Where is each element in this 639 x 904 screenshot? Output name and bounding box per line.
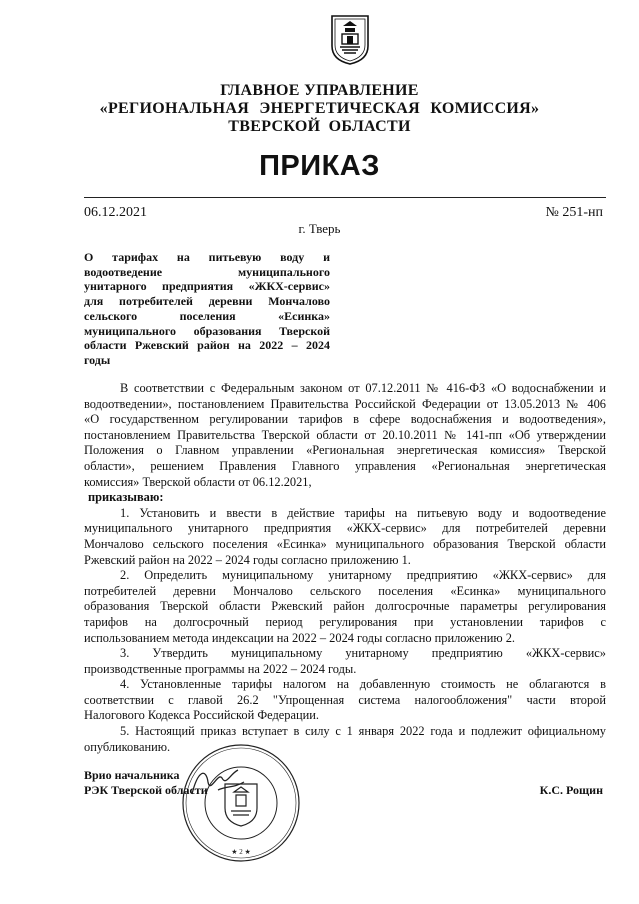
preamble-line: В соответствии с Федеральным законом от 07.12.2011 № 416-ФЗ «О водоснабжении и bbox=[120, 381, 606, 395]
item-line: муниципального унитарного предприятия «ЖКХ-сервис» для потребителей деревни bbox=[84, 521, 606, 536]
subject-line: области Ржевский район на 2022 – 2024 bbox=[84, 338, 330, 353]
svg-text:★ 2 ★: ★ 2 ★ bbox=[231, 848, 251, 856]
order-item-2 bbox=[84, 568, 606, 646]
org-name-line-2: «РЕГИОНАЛЬНАЯ ЭНЕРГЕТИЧЕСКАЯ КОМИССИЯ» bbox=[99, 100, 540, 117]
signer-name: К.С. Рощин bbox=[539, 783, 603, 797]
header-divider bbox=[84, 197, 606, 198]
preamble-line: Положения о Главном управлении «Региональная энергетическая комиссия» Тверской bbox=[84, 443, 606, 458]
item-line: Налогового Кодекса Российской Федерации. bbox=[84, 708, 319, 723]
preamble-line: области», решением Правления Главного управления «Региональная энергетическая bbox=[84, 458, 606, 473]
org-name-line-1: ГЛАВНОЕ УПРАВЛЕНИЕ bbox=[220, 82, 419, 99]
preamble-line: постановлением Правительства Тверской области от 20.10.2011 № 141-пп «Об утверждении bbox=[84, 427, 606, 442]
order-item-4 bbox=[84, 677, 606, 724]
item-line: 1. Установить и ввести в действие тарифы на питьевую воду и водоотведение bbox=[120, 505, 606, 520]
subject-line: сельского поселения «Есинка» bbox=[84, 308, 330, 323]
signer-position-line-2: РЭК Тверской области bbox=[84, 783, 208, 797]
order-number: № 251-нп bbox=[545, 205, 603, 220]
order-date: 06.12.2021 bbox=[84, 205, 147, 220]
decree-word: приказываю: bbox=[88, 490, 164, 504]
subject-line: для потребителей деревни Мончалово bbox=[84, 294, 330, 309]
subject-line: муниципального образования Тверской bbox=[84, 323, 330, 338]
item-line: потребителей деревни Мончалово сельского поселения «Есинка» муниципального bbox=[84, 583, 606, 598]
order-item-3 bbox=[84, 646, 606, 677]
item-line: 5. Настоящий приказ вступает в силу с 1 января 2022 года и подлежит официальному bbox=[120, 724, 606, 739]
order-item-5 bbox=[84, 724, 606, 755]
preamble-line: «О государственном регулировании тарифов в сфере водоснабжения и водоотведения», bbox=[84, 412, 606, 427]
item-line: образования Тверской области Ржевский район долгосрочные параметры регулирования bbox=[84, 599, 606, 614]
subject-line: унитарного предприятия «ЖКХ-сервис» bbox=[84, 279, 330, 294]
subject-line: годы bbox=[84, 352, 111, 367]
order-body bbox=[84, 381, 606, 755]
item-line: соответствии с главой 26.2 "Упрощенная система налогообложения" части второй bbox=[84, 692, 606, 707]
item-line: использованием метода индексации на 2022 – 2024 годы согласно приложению 2. bbox=[84, 630, 515, 645]
item-line: 3. Утвердить муниципальному унитарному предприятию «ЖКХ-сервис» bbox=[120, 646, 606, 661]
item-line: производственные программы на 2022 – 2024 годы. bbox=[84, 661, 357, 676]
item-line: тарифов на долгосрочный период регулирования при установлении тарифов с bbox=[84, 614, 606, 629]
item-line: Ржевский район на 2022 – 2024 годы согласно приложению 1. bbox=[84, 552, 411, 567]
order-subject bbox=[84, 250, 330, 368]
preamble-line: водоотведении», постановлением Правительства Российской Федерации от 13.05.2013 № 406 bbox=[84, 396, 606, 411]
document-title: ПРИКАЗ bbox=[259, 150, 380, 182]
order-item-1 bbox=[84, 506, 606, 568]
item-line: 4. Установленные тарифы налогом на добавленную стоимость не облагаются в bbox=[120, 677, 606, 692]
preamble-paragraph bbox=[84, 381, 606, 490]
item-line: опубликованию. bbox=[84, 739, 171, 754]
order-city: г. Тверь bbox=[298, 221, 341, 236]
org-name-line-3: ТВЕРСКОЙ ОБЛАСТИ bbox=[228, 118, 411, 135]
item-line: Мончалово сельского поселения «Есинка» муниципального образования Тверской области bbox=[84, 536, 606, 551]
preamble-line: комиссия» Тверской области от 06.12.2021, bbox=[84, 474, 312, 489]
signer-position-line-1: Врио начальника bbox=[84, 768, 180, 782]
subject-line: О тарифах на питьевую воду и bbox=[84, 250, 330, 264]
coat-of-arms-icon bbox=[330, 14, 370, 66]
item-line: 2. Определить муниципальному унитарному предприятию «ЖКХ-сервис» для bbox=[120, 568, 606, 583]
subject-line: водоотведение муниципального bbox=[84, 264, 330, 279]
